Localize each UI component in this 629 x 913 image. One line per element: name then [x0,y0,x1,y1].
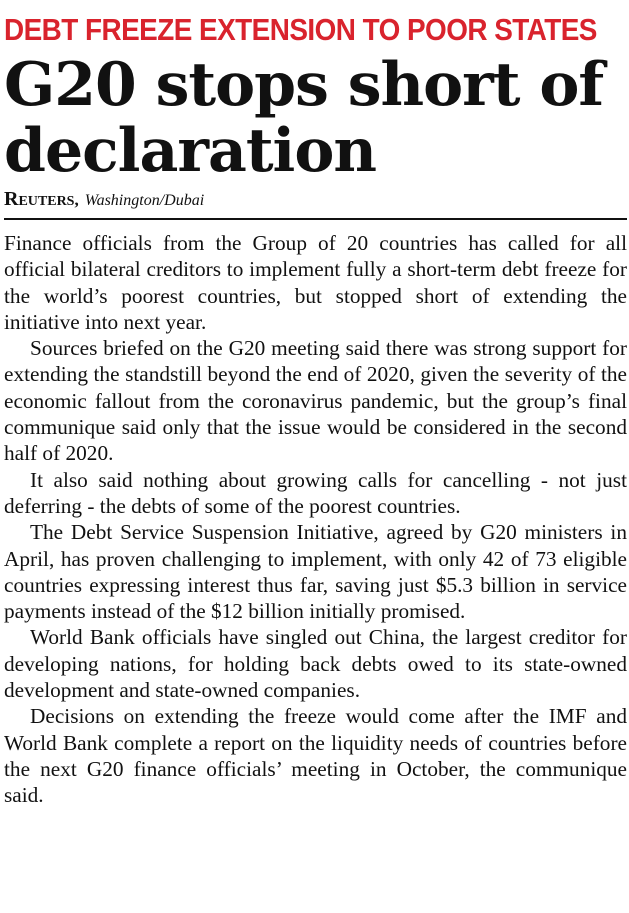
byline-agency: Reuters [4,188,75,210]
paragraph-5: World Bank officials have singled out China, the largest creditor for developing nations, for holding back debts owed to its state-owned development and state-owned companies. [4,625,627,703]
kicker-headline: DEBT FREEZE EXTENSION TO POOR STATES [4,12,597,47]
paragraph-4: The Debt Service Suspension Initiative, agreed by G20 ministers in April, has proven challenging to implement, with only 42 of 73 eligible countries expressing interest thus far, saving just $5.3 billion in service payments instead of the $12 billion initially promised. [4,520,627,624]
paragraph-2: Sources briefed on the G20 meeting said there was strong support for extending the standstill beyond the end of 2020, given the severity of the economic fallout from the coronavirus pandemic, but the group’s final communique said only that the issue would be considered in the second half of 2020. [4,336,627,466]
paragraph-6: Decisions on extending the freeze would come after the IMF and World Bank complete a report on the liquidity needs of countries before the next G20 finance officials’ meeting in October, the communique said. [4,704,627,808]
byline-rule-divider [4,218,627,220]
article-body [4,230,627,809]
paragraph-3: It also said nothing about growing calls for cancelling - not just deferring - the debts of some of the poorest countries. [4,467,627,518]
byline-dateline: Washington/Dubai [84,192,205,209]
news-article [4,0,627,809]
byline-separator: , [74,190,79,209]
headline: G20 stops short of declaration [4,50,604,186]
byline [4,188,627,212]
paragraph-1: Finance officials from the Group of 20 countries has called for all official bilateral creditors to implement fully a short-term debt freeze for the world’s poorest countries, but stopped short of extending the initiative into next year. [4,231,627,334]
